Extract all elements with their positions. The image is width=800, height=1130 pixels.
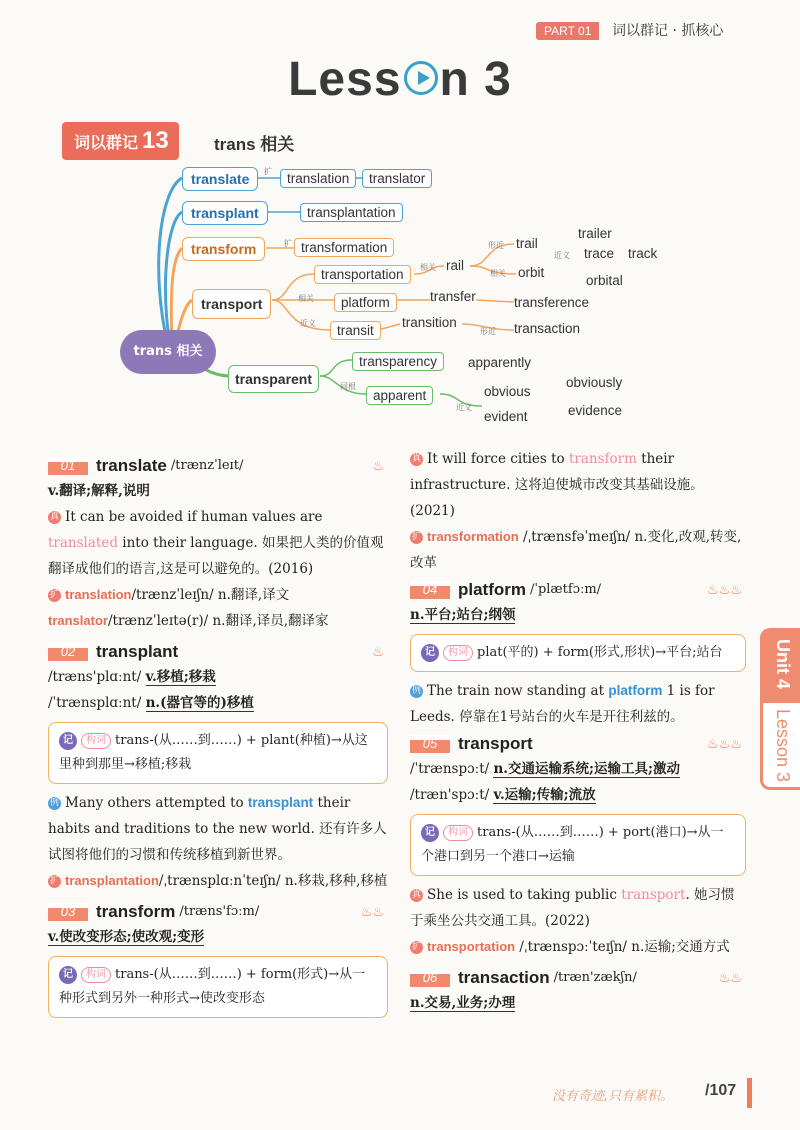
definition: [48, 690, 388, 716]
play-audio-icon[interactable]: [404, 61, 438, 95]
definition-text: n.交通运输系统;运输工具;激动: [493, 761, 680, 777]
tag-tonggen: 同根: [340, 382, 356, 391]
node-transplantation: transplantation: [300, 203, 403, 222]
word-trail: trail: [516, 236, 538, 251]
memory-icon: 记: [421, 644, 439, 662]
entry-number: 05: [410, 735, 450, 753]
tag-xingjin: 形近: [480, 327, 496, 336]
definition: v.翻译;解释,说明: [48, 483, 150, 499]
definition: [410, 782, 746, 808]
phonetic: /træn'zækʃn/: [553, 969, 637, 985]
tag-xingjin: 形近: [488, 241, 504, 250]
headword: transplant: [96, 641, 179, 661]
entry-number: 06: [410, 969, 450, 987]
entry-number: 01: [48, 457, 88, 475]
phonetic: /træn'spɔːt/: [410, 787, 490, 803]
extend-icon: 扩: [411, 532, 421, 542]
star-flame-icon: ♨♨♨: [707, 737, 742, 752]
derivative: [48, 582, 388, 608]
extend-icon: 扩: [49, 876, 59, 886]
definition-text: n.平台;站台;纲领: [410, 607, 516, 623]
derivative-word: transformation: [427, 529, 519, 544]
definition-text: n.交易,业务;办理: [410, 995, 516, 1011]
entry-head: [410, 964, 746, 990]
definition-text: v.使改变形态;使改观;变形: [48, 929, 205, 945]
word-trace: trace: [584, 246, 615, 261]
mindmap-center: trans 相关: [120, 330, 216, 374]
unit-side-tab[interactable]: [760, 628, 800, 790]
node-transformation: transformation: [294, 238, 394, 257]
word-transition: transition: [402, 315, 457, 330]
phonetic: /træns'fɔːm/: [179, 903, 260, 919]
extend-icon: 扩: [49, 590, 59, 600]
word-orbital: orbital: [586, 273, 623, 288]
phonetic: /trænzˈleɪt/: [170, 457, 244, 473]
derivative: [410, 524, 746, 576]
right-column: [410, 446, 746, 1016]
tag-kuo: 扩: [284, 239, 292, 248]
formation-tag: 构词: [81, 733, 111, 749]
node-translation: translation: [280, 169, 356, 188]
node-transparency: transparency: [352, 352, 444, 371]
memory-icon: 记: [59, 966, 77, 984]
word-evidence: evidence: [568, 403, 623, 418]
real-exam-icon: 真: [411, 454, 421, 464]
word-obviously: obviously: [566, 375, 623, 390]
lesson-title-a: Less: [288, 53, 402, 106]
word-track: track: [628, 246, 658, 261]
page-number: /107: [705, 1082, 737, 1099]
example-text: It will force cities to: [427, 451, 565, 467]
example-highlight: translated: [48, 535, 118, 551]
group-title: trans 相关: [214, 135, 295, 154]
word-rail: rail: [446, 258, 465, 273]
side-unit: Unit 4: [773, 639, 793, 690]
definition: [410, 990, 746, 1016]
footer-motto: 没有奇迹,只有累积。: [552, 1089, 674, 1104]
node-apparent: apparent: [366, 386, 433, 405]
node-transit: transit: [330, 321, 381, 340]
formation-text: trans-(从……到……) + form(形式)→从一种形式到另外一种形式→使改变形态: [59, 967, 366, 1006]
word-formation-box: [48, 722, 388, 784]
formation-text: trans-(从……到……) + port(港口)→从一个港口到另一个港口→运输: [421, 825, 724, 864]
node-platform: platform: [334, 293, 397, 312]
phonetic: /træns'plɑːnt/: [48, 669, 142, 685]
derivative-word: translation: [65, 587, 132, 602]
headword: platform: [458, 579, 526, 599]
star-flame-icon: ♨: [372, 645, 384, 660]
word-formation-box: [48, 956, 388, 1018]
entry-head: [48, 898, 388, 924]
headword: transform: [96, 901, 176, 921]
word-formation-box: [410, 814, 746, 876]
definition-text: v.移植;移栽: [145, 669, 216, 685]
lesson-title-b: n 3: [439, 53, 512, 106]
example-text: It can be avoided if human values are: [65, 509, 323, 525]
tag-jinyi: 近义: [300, 319, 316, 328]
formation-tag: 构词: [81, 967, 111, 983]
entry-number: 03: [48, 903, 88, 921]
example: [48, 504, 388, 582]
example: [410, 678, 746, 730]
phonetic: /ˈtrænspɔːt/: [410, 761, 490, 777]
derivative-text: /trænzˈleɪʃn/ n.翻译,译文: [131, 587, 290, 603]
node-translator: translator: [362, 169, 432, 188]
tag-kuo: 扩: [264, 167, 272, 176]
derivative-word: transportation: [427, 939, 516, 954]
headword: transport: [458, 733, 533, 753]
page-bar: [747, 1078, 752, 1108]
node-transform: transform: [182, 237, 265, 261]
extend-icon: 扩: [411, 942, 421, 952]
example-highlight: transport: [621, 887, 686, 903]
memory-icon: 记: [59, 732, 77, 750]
part-badge: PART 01: [536, 22, 599, 40]
lesson-title: [0, 52, 800, 107]
real-exam-icon: 真: [49, 512, 59, 522]
word-transference: transference: [514, 295, 590, 310]
definition: [410, 602, 746, 628]
example-text: their habits and traditions to the new world. 还有许多人试图将他们的习惯和传统移植到新世界。: [48, 795, 387, 863]
derivative: [410, 934, 746, 960]
memory-icon: 记: [421, 824, 439, 842]
derivative-text: /ˌtrænsplɑːnˈteɪʃn/ n.移栽,移种,移植: [158, 873, 388, 889]
derivative-text: /trænzˈleɪtə(r)/ n.翻译,译员,翻译家: [107, 613, 329, 629]
derivative-text: /ˌtrænsfəˈmeɪʃn/ n.变化,改观,转变,改革: [410, 529, 742, 571]
entry-head: [48, 638, 388, 664]
derivative: [48, 868, 388, 894]
example-text: The train now standing at: [427, 683, 605, 699]
derivative-text: /ˌtrænspɔːˈteɪʃn/ n.运输;交通方式: [519, 939, 730, 955]
node-transportation: transportation: [314, 265, 411, 284]
star-flame-icon: ♨♨: [360, 905, 384, 920]
entry-head: [410, 576, 746, 602]
formation-tag: 构词: [443, 645, 473, 661]
phonetic: /ˈtrænsplɑːnt/: [48, 695, 142, 711]
definition: [48, 924, 388, 950]
entry-head: [48, 452, 388, 478]
tag-jinyi: 近义: [554, 251, 570, 260]
example-highlight: platform: [608, 683, 663, 698]
part-title: 词以群记 · 抓核心: [612, 23, 724, 39]
headword: transaction: [458, 967, 550, 987]
group-label: 词以群记: [74, 133, 139, 152]
derivative: [48, 608, 388, 634]
derivative-word: transplantation: [65, 873, 159, 888]
star-flame-icon: ♨: [372, 459, 384, 474]
word-formation-box: [410, 634, 746, 672]
example-highlight: transplant: [247, 795, 314, 810]
entry-number: 04: [410, 581, 450, 599]
node-transplant: transplant: [182, 201, 268, 225]
formation-text: trans-(从……到……) + plant(种植)→从这里种到那里→移植;移栽: [59, 733, 368, 772]
example-text: into their language. 如果把人类的价值观翻译成他们的语言,这是可以避免的。(2016): [48, 535, 384, 577]
example: [48, 790, 388, 868]
entry-number: 02: [48, 643, 88, 661]
tag-xiangguan: 相关: [420, 263, 436, 272]
example-text: She is used to taking public: [427, 887, 617, 903]
node-translate: translate: [182, 167, 258, 191]
word-apparently: apparently: [468, 355, 532, 370]
definition: [410, 756, 746, 782]
word-obvious: obvious: [484, 384, 531, 399]
node-transport: transport: [192, 289, 271, 319]
tag-jinyi: 近义: [456, 403, 472, 412]
side-lesson: Lesson 3: [773, 709, 793, 783]
headword: translate: [96, 455, 167, 475]
derivative-word: translator: [48, 613, 108, 628]
star-flame-icon: ♨♨: [718, 971, 742, 986]
tag-xiangguan: 相关: [298, 294, 314, 303]
word-orbit: orbit: [518, 265, 545, 280]
word-evident: evident: [484, 409, 528, 424]
left-column: [48, 452, 388, 1024]
group-number: 13: [142, 127, 169, 154]
definition: [48, 664, 388, 690]
definition-text: v.运输;传输;流放: [493, 787, 596, 803]
example-text: Many others attempted to: [65, 795, 244, 811]
star-flame-icon: ♨♨♨: [707, 583, 742, 598]
node-transparent: transparent: [228, 365, 319, 393]
example-text: . 她习惯于乘坐公共交通工具。(2022): [410, 887, 735, 929]
real-exam-icon: 真: [411, 890, 421, 900]
example-highlight: transform: [568, 451, 637, 467]
example-icon: 例: [411, 686, 421, 696]
word-transaction: transaction: [514, 321, 581, 336]
formation-text: plat(平的) + form(形式,形状)→平台;站台: [477, 645, 723, 660]
definition-text: n.(器官等的)移植: [145, 695, 254, 711]
formation-tag: 构词: [443, 825, 473, 841]
phonetic: /ˈplætfɔːm/: [530, 581, 602, 597]
example-text: their infrastructure. 这将迫使城市改变其基础设施。(2021): [410, 451, 704, 519]
entry-head: [410, 730, 746, 756]
word-trailer: trailer: [578, 226, 612, 241]
example-text: 1 is for Leeds. 停靠在1号站台的火车是开往利兹的。: [410, 683, 715, 725]
example: [410, 882, 746, 934]
word-transfer: transfer: [430, 289, 476, 304]
example-icon: 例: [49, 798, 59, 808]
example: [410, 446, 746, 524]
tag-xiangguan: 相关: [490, 269, 506, 278]
